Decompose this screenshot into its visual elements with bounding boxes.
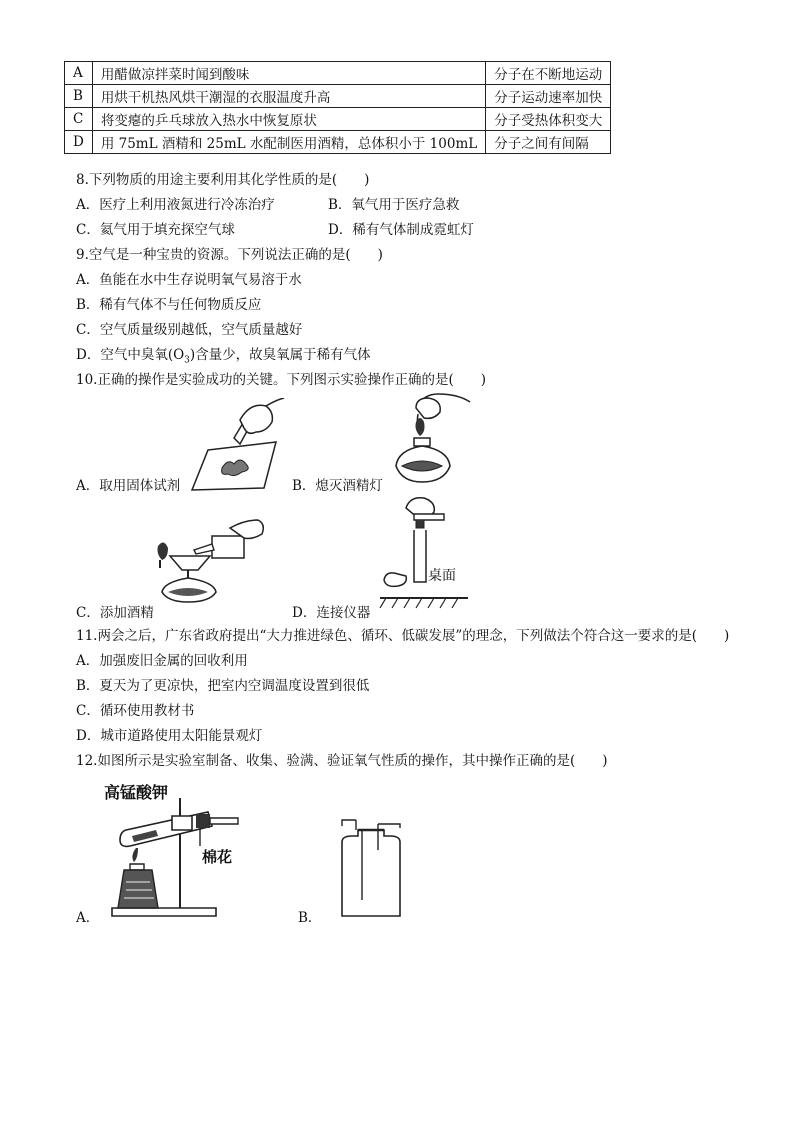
delivery-tube <box>210 818 238 824</box>
q10-figure-b <box>388 392 472 490</box>
bottle-mouth <box>194 544 214 554</box>
hand <box>240 405 272 433</box>
arm-line <box>266 398 284 406</box>
q11-option-d: D．城市道路使用太阳能景观灯 <box>76 728 263 744</box>
q9-d-text-pre: D．空气中臭氧(O <box>76 347 185 363</box>
q9-option-a: A．鱼能在水中生存说明氧气易溶于水 <box>76 272 302 288</box>
table-row <box>65 131 611 154</box>
q11-option-a: A．加强废旧金属的回收利用 <box>76 653 248 669</box>
funnel <box>170 556 210 570</box>
q7-options-table <box>64 61 611 154</box>
lower-hand <box>384 573 406 587</box>
stopper <box>416 520 424 528</box>
lamp-body <box>118 870 158 908</box>
reagent-bottle <box>212 536 244 558</box>
gas-bottle <box>342 830 400 916</box>
test-tube <box>414 530 426 582</box>
row-explanation: 分子在不断地运动 <box>486 62 611 85</box>
q11-option-c: C．循环使用教材书 <box>76 703 195 719</box>
q10-option-a: A．取用固体试剂 <box>76 478 181 494</box>
row-description: 用醋做凉拌菜时闻到酸味 <box>92 62 485 85</box>
q8-option-b: B．氧气用于医疗急救 <box>328 197 460 213</box>
clamp <box>172 816 192 830</box>
desk-hatching <box>380 598 458 608</box>
flame <box>416 418 425 436</box>
row-label: C <box>65 108 93 131</box>
q9-d-text-post: )含量少，故臭氧属于稀有气体 <box>189 347 371 363</box>
q8-option-a: A．医疗上利用液氮进行冷冻治疗 <box>76 197 275 213</box>
q10-option-c: C．添加酒精 <box>76 605 154 621</box>
q10-figure-c <box>150 518 268 604</box>
table-row <box>65 62 611 85</box>
iron-stand-base <box>112 908 216 916</box>
row-description: 将变瘪的乒乓球放入热水中恢复原状 <box>92 108 485 131</box>
q9-d-subscript: 3 <box>184 355 190 366</box>
right-tube-bend <box>378 824 400 828</box>
q12-stem: 12.如图所示是实验室制备、收集、验满、验证氧气性质的操作，其中操作正确的是( ) <box>76 753 608 769</box>
q11-option-b: B．夏天为了更凉快，把室内空调温度设置到很低 <box>76 678 370 694</box>
flame <box>158 542 169 560</box>
q10-stem: 10.正确的操作是实验成功的关键。下列图示实验操作正确的是( ) <box>76 372 487 388</box>
q8-option-d: D．稀有气体制成霓虹灯 <box>328 222 474 238</box>
row-explanation: 分子受热体积变大 <box>486 108 611 131</box>
lamp-neck <box>414 438 430 446</box>
q10-figure-d <box>376 494 472 612</box>
q12-figure-b <box>336 816 406 922</box>
q12-option-a: A． <box>76 910 100 926</box>
lamp-neck <box>130 864 144 870</box>
row-description: 用烘干机热风烘干潮湿的衣服温度升高 <box>92 85 485 108</box>
q10-figure-a <box>188 398 288 494</box>
row-label: A <box>65 62 93 85</box>
desk-label: 桌面 <box>428 567 456 583</box>
row-description: 用 75mL 酒精和 25mL 水配制医用酒精，总体积小于 100mL <box>92 131 485 154</box>
q8-option-c: C．氦气用于填充探空气球 <box>76 222 235 238</box>
table-row <box>65 108 611 131</box>
cotton-label: 棉花 <box>202 849 233 866</box>
reagent-label: 高锰酸钾 <box>104 785 169 802</box>
q9-option-c: C．空气质量级别越低，空气质量越好 <box>76 322 303 338</box>
q10-option-d: D．连接仪器 <box>292 605 371 621</box>
hand <box>416 398 440 418</box>
q9-option-d <box>76 343 371 366</box>
row-explanation: 分子运动速率加快 <box>486 85 611 108</box>
table-row <box>65 85 611 108</box>
q9-stem: 9.空气是一种宝贵的资源。下列说法正确的是( ) <box>76 247 383 263</box>
q11-stem: 11.两会之后，广东省政府提出“大力推进绿色、循环、低碳发展”的理念，下列做法个符合这一要求的是( ) <box>76 628 730 644</box>
q12-figure-a <box>96 778 244 922</box>
row-explanation: 分子之间有间隔 <box>486 131 611 154</box>
glass-tube <box>414 514 444 520</box>
q8-stem: 8.下列物质的用途主要利用其化学性质的是( ) <box>76 172 370 188</box>
row-label: B <box>65 85 93 108</box>
cotton-plug <box>196 814 210 828</box>
flame <box>132 848 138 862</box>
left-tube-bend <box>342 820 356 826</box>
q12-option-b: B． <box>298 910 322 926</box>
q10-option-b: B．熄灭酒精灯 <box>292 478 383 494</box>
q9-option-b: B．稀有气体不与任何物质反应 <box>76 297 262 313</box>
row-label: D <box>65 131 93 154</box>
